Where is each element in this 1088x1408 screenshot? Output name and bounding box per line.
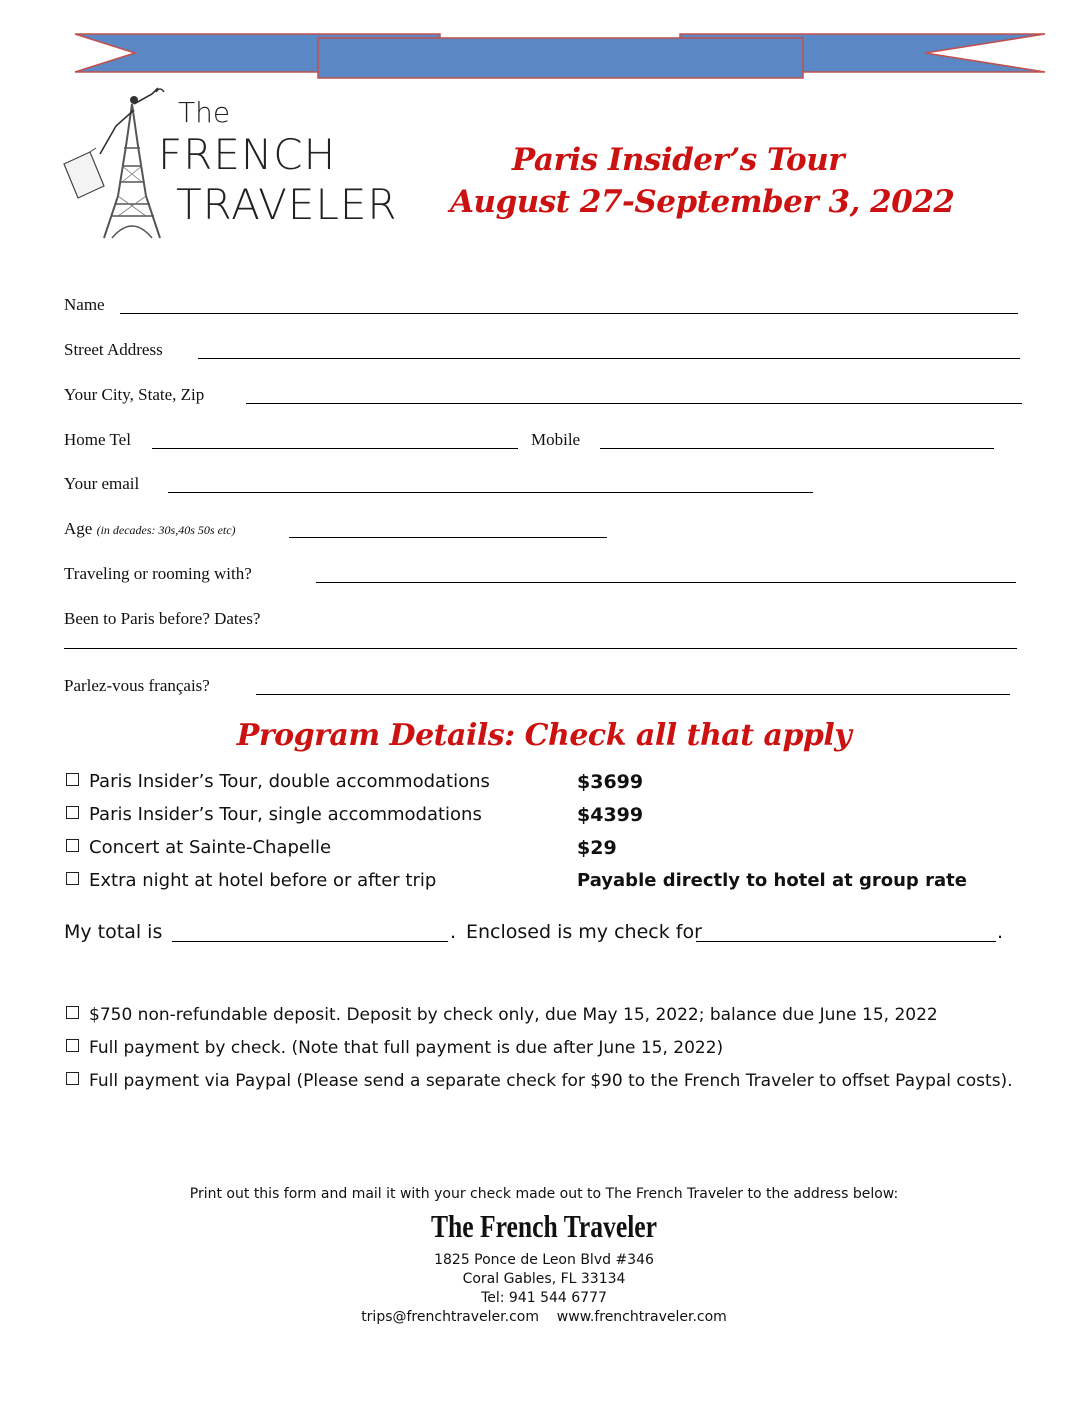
parlez-vous-field[interactable] (256, 694, 1010, 695)
street-address-label: Street Address (64, 340, 163, 359)
logo-text-the: The (178, 96, 231, 129)
option-extra-night[interactable] (66, 870, 436, 891)
name-field[interactable] (120, 313, 1018, 314)
checkbox-icon[interactable] (66, 806, 79, 819)
tour-title: Paris Insider’s Tour (511, 142, 845, 178)
check-period: . (997, 921, 1004, 943)
option-label: Paris Insider’s Tour, single accommodations (89, 804, 482, 825)
mobile-field[interactable] (600, 448, 994, 449)
price-extra-night: Payable directly to hotel at group rate (577, 870, 967, 891)
age-note: (in decades: 30s,40s 50s etc) (96, 523, 236, 537)
total-period: . (450, 921, 457, 943)
street-address-field[interactable] (198, 358, 1020, 359)
check-amount-field[interactable] (696, 941, 996, 942)
tour-dates: August 27-September 3, 2022 (450, 184, 955, 220)
checkbox-icon[interactable] (66, 839, 79, 852)
price-single: $4399 (577, 804, 644, 826)
checkbox-icon[interactable] (66, 773, 79, 786)
checkbox-icon[interactable] (66, 872, 79, 885)
home-tel-field[interactable] (152, 448, 518, 449)
header-ribbon-banner (70, 28, 1050, 84)
total-field[interactable] (172, 941, 448, 942)
option-label: Concert at Sainte-Chapelle (89, 837, 332, 858)
payment-deposit-option[interactable] (66, 1005, 938, 1025)
program-details-title: Program Details: Check all that apply (236, 718, 852, 753)
footer-brand: The French Traveler (430, 1208, 658, 1244)
footer-address-line1: 1825 Ponce de Leon Blvd #346 (434, 1252, 654, 1268)
city-state-zip-label: Your City, State, Zip (64, 385, 205, 404)
age-field[interactable] (289, 537, 607, 538)
mobile-label: Mobile (531, 430, 581, 449)
logo-text-traveler: TRAVELER (176, 180, 398, 229)
name-label: Name (64, 295, 105, 314)
payment-label: $750 non-refundable deposit. Deposit by check only, due May 15, 2022; balance due June 15, 2022 (89, 1005, 938, 1025)
city-state-zip-field[interactable] (246, 403, 1022, 404)
payment-full-check-option[interactable] (66, 1038, 723, 1058)
price-concert: $29 (577, 837, 617, 859)
age-label (64, 519, 236, 539)
check-label: Enclosed is my check for (466, 921, 702, 943)
paris-before-field[interactable] (64, 648, 1017, 649)
checkbox-icon[interactable] (66, 1006, 79, 1019)
option-double-accommodations[interactable] (66, 771, 490, 792)
email-label: Your email (64, 474, 140, 493)
option-single-accommodations[interactable] (66, 804, 482, 825)
logo-text-french: FRENCH (158, 130, 337, 179)
footer-website[interactable]: www.frenchtraveler.com (556, 1309, 727, 1325)
age-label-text: Age (64, 519, 93, 538)
price-double: $3699 (577, 771, 644, 793)
paris-before-label: Been to Paris before? Dates? (64, 609, 261, 628)
payment-paypal-option[interactable] (66, 1071, 1013, 1091)
email-field[interactable] (168, 492, 813, 493)
option-label: Extra night at hotel before or after trip (89, 870, 437, 891)
checkbox-icon[interactable] (66, 1072, 79, 1085)
payment-label: Full payment by check. (Note that full payment is due after June 15, 2022) (89, 1038, 724, 1058)
parlez-vous-label: Parlez-vous français? (64, 676, 210, 695)
footer-email[interactable]: trips@frenchtraveler.com (361, 1309, 539, 1325)
traveling-with-label: Traveling or rooming with? (64, 564, 252, 583)
option-concert[interactable] (66, 837, 331, 858)
option-label: Paris Insider’s Tour, double accommodations (89, 771, 490, 792)
checkbox-icon[interactable] (66, 1039, 79, 1052)
footer-phone: Tel: 941 544 6777 (481, 1290, 607, 1306)
total-label: My total is (64, 921, 163, 943)
french-traveler-logo (60, 86, 400, 246)
payment-label: Full payment via Paypal (Please send a separate check for $90 to the French Traveler to offset Paypal costs). (89, 1071, 1013, 1091)
traveling-with-field[interactable] (316, 582, 1016, 583)
footer-contact (0, 1309, 1088, 1325)
mail-instructions: Print out this form and mail it with your check made out to The French Traveler to the address below: (189, 1186, 899, 1202)
footer-address-line2: Coral Gables, FL 33134 (462, 1271, 626, 1287)
home-tel-label: Home Tel (64, 430, 131, 449)
